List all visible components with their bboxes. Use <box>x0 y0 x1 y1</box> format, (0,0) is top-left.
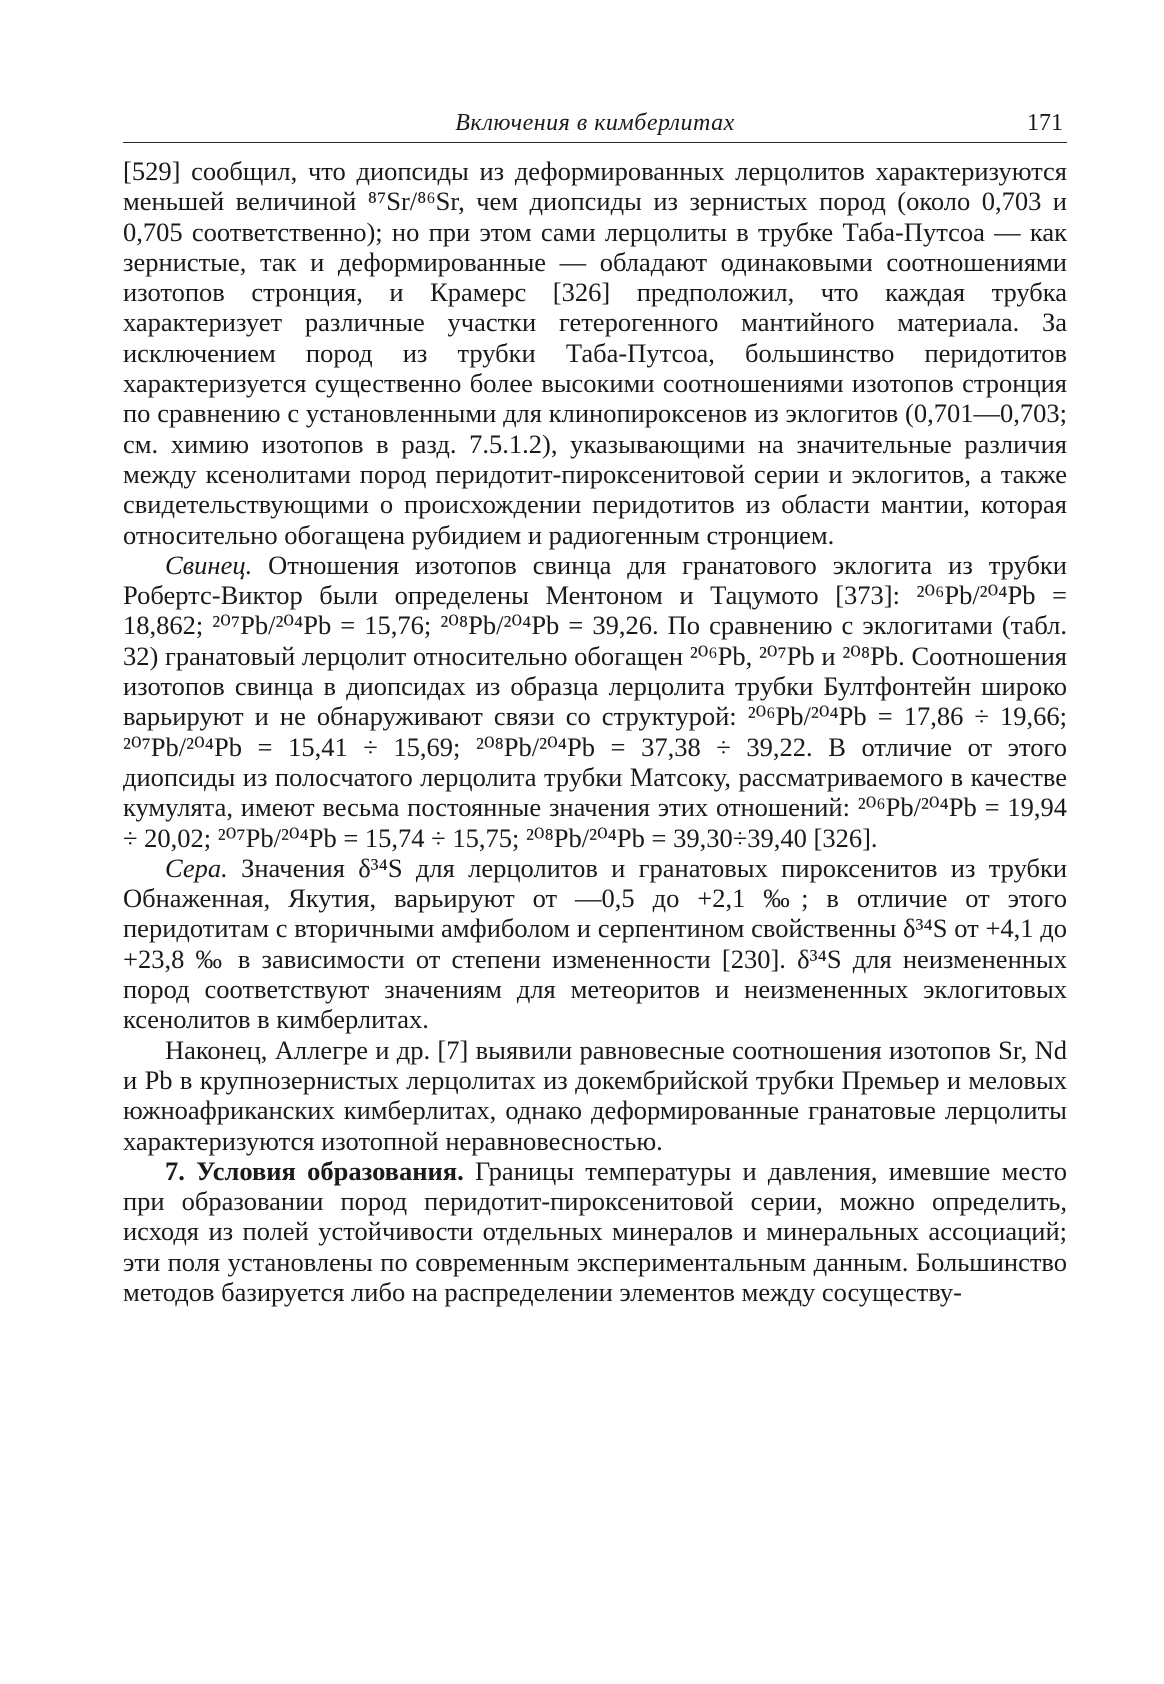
paragraph-text: Значения δ³⁴S для лерцолитов и гранатовых пироксенитов из трубки Обнаженная, Якутия, варьируют от —0,5 до +2,1 ‰; в отличие от этого перидотитам с вторичными амфиболом и серпентином свойственны δ³⁴S от +4,1 до +23,8 ‰ в зависимости от степени измененности [230]. δ³⁴S для неизмененных пород соответствуют значениям для метеоритов и неизмененных эклогитовых ксенолитов в кимберлитах. <box>123 852 1068 1035</box>
section-lead-sulfur: Сера. <box>165 852 228 883</box>
paragraph-lead <box>123 550 1067 853</box>
section-heading-formation-conditions: 7. Условия образования. <box>165 1155 464 1186</box>
running-header <box>123 106 1067 143</box>
running-title: Включения в кимберлитах <box>455 110 735 136</box>
paragraph-text: Отношения изотопов свинца для гранатового эклогита из трубки Робертс-Виктор были определены Ментоном и Тацумото [373]: ²⁰⁶Pb/²⁰⁴Pb = 18,862; ²⁰⁷Pb/²⁰⁴Pb = 15,76; ²⁰⁸Pb/²⁰⁴Pb = 39,26. По сравнению с эклогитами (табл. 32) гранатовый лерцолит относительно обогащен ²⁰⁶Pb, ²⁰⁷Pb и ²⁰⁸Pb. Соотношения изотопов свинца в диопсидах из образца лерцолита трубки Бултфонтейн широко варьируют и не обнаруживают связи со структурой: ²⁰⁶Pb/²⁰⁴Pb = 17,86 ÷ 19,66; ²⁰⁷Pb/²⁰⁴Pb = 15,41 ÷ 15,69; ²⁰⁸Pb/²⁰⁴Pb = 37,38 ÷ 39,22. В отличие от этого диопсиды из полосчатого лерцолита трубки Матсоку, рассматриваемого в качестве кумулята, имеют весьма постоянные значения этих отношений: ²⁰⁶Pb/²⁰⁴Pb = 19,94 ÷ 20,02; ²⁰⁷Pb/²⁰⁴Pb = 15,74 ÷ 15,75; ²⁰⁸Pb/²⁰⁴Pb = 39,30÷39,40 [326]. <box>123 549 1067 853</box>
body-text <box>123 156 1067 1307</box>
paragraph-strontium-continued <box>123 156 1067 550</box>
page-number: 171 <box>1027 110 1063 136</box>
paragraph-sulfur <box>123 853 1067 1035</box>
paragraph-text: Наконец, Аллегре и др. [7] выявили равновесные соотношения изотопов Sr, Nd и Pb в крупнозернистых лерцолитах из докембрийской трубки Премьер и меловых южноафриканских кимберлитах, однако деформированные гранатовые лерцолиты характеризуются изотопной неравновесностью. <box>123 1034 1067 1156</box>
paragraph-text: Границы температуры и давления, имевшие место при образовании пород перидотит-пироксенитовой серии, можно определить, исходя из полей устойчивости отдельных минералов и минеральных ассоциаций; эти поля установлены по современным экспериментальным данным. Большинство методов базируется либо на распределении элементов между сосуществу- <box>123 1155 1067 1307</box>
section-lead-lead: Свинец. <box>165 549 253 580</box>
paragraph-conclusion <box>123 1035 1067 1156</box>
paragraph-formation-conditions <box>123 1156 1067 1307</box>
paragraph-text: [529] сообщил, что диопсиды из деформированных лерцолитов характеризуются меньшей величиной ⁸⁷Sr/⁸⁶Sr, чем диопсиды из зернистых пород (около 0,703 и 0,705 соответственно); но при этом сами лерцолиты в трубке Таба-Путсоа — как зернистые, так и деформированные — обладают одинаковыми соотношениями изотопов стронция, и Крамерс [326] предположил, что каждая трубка характеризует различные участки гетерогенного мантийного материала. За исключением пород из трубки Таба-Путсоа, большинство перидотитов характеризуется существенно более высокими соотношениями изотопов стронция по сравнению с установленными для клинопироксенов из эклогитов (0,701—0,703; см. химию изотопов в разд. 7.5.1.2), указывающими на значительные различия между ксенолитами пород перидотит-пироксенитовой серии и эклогитов, а также свидетельствующими о происхождении перидотитов из области мантии, которая относительно обогащена рубидием и радиогенным стронцием. <box>123 156 1067 550</box>
